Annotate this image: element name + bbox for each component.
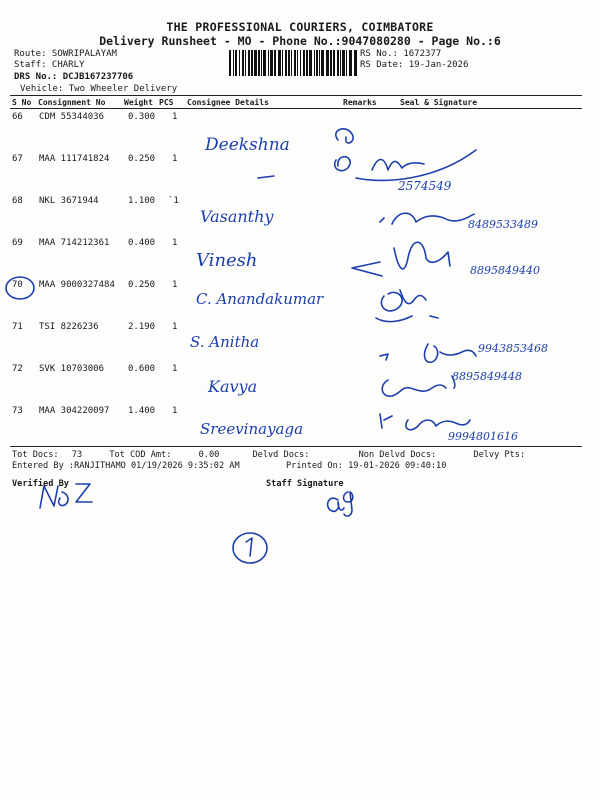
row-sno: 69 [12, 238, 23, 248]
consignee-signature [380, 344, 476, 362]
row-pcs: `1 [168, 196, 179, 206]
consignee-signature [335, 129, 476, 181]
delvy-pts-label: Delvy Pts: [473, 450, 526, 460]
col-consignment: Consignment No [38, 98, 106, 107]
row-weight: 0.250 [128, 280, 156, 290]
row-consignment: MAA 9000327484 [39, 280, 115, 290]
row-pcs: 1 [172, 112, 178, 122]
consignee-signature [380, 414, 470, 430]
row-sno: 68 [12, 196, 23, 206]
col-weight: Weight [124, 98, 153, 107]
row-weight: 0.300 [128, 112, 156, 122]
signature-phone-handwritten: 9994801616 [448, 430, 518, 443]
tot-docs-value: 73 [71, 450, 83, 460]
row-sno: 70 [12, 280, 23, 290]
staff-signature-label: Staff Signature [266, 479, 344, 489]
entered-by-line: Entered By :RANJITHAMO 01/19/2026 9:35:02 AM [12, 461, 240, 471]
row-weight: 0.600 [128, 364, 156, 374]
row-sno: 71 [12, 322, 23, 332]
consignee-name-handwritten: Vasanthy [200, 207, 274, 226]
runsheet-subtitle: Delivery Runsheet - MO - Phone No.:9047080280 - Page No.:6 [99, 34, 501, 48]
route-label: Route: SOWRIPALAYAM [14, 49, 117, 59]
row-consignment: MAA 111741824 [39, 154, 110, 164]
col-pcs: PCS [159, 98, 174, 107]
row-sno: 67 [12, 154, 23, 164]
drs-label: DRS No.: DCJB167237706 [14, 72, 134, 82]
row-weight: 1.100 [128, 196, 156, 206]
col-consignee: Consignee Details [187, 98, 269, 107]
digit-one-mark [246, 538, 252, 556]
tot-docs-label: Tot Docs: [12, 450, 59, 460]
row-weight: 2.190 [128, 322, 156, 332]
signature-phone-handwritten: 9943853468 [478, 342, 548, 355]
consignee-signature [382, 376, 455, 396]
row-weight: 1.400 [128, 406, 156, 416]
rs-no-label: RS No.: 1672377 [360, 49, 442, 59]
row-pcs: 1 [172, 280, 178, 290]
staff-signature-mark [328, 492, 353, 516]
row-sno: 73 [12, 406, 23, 416]
consignee-name-handwritten: C. Anandakumar [196, 290, 324, 308]
row-pcs: 1 [172, 406, 178, 416]
col-remarks: Remarks [343, 98, 377, 107]
vehicle-label: Vehicle: Two Wheeler Delivery [20, 84, 178, 94]
signature-phone-handwritten: 8489533489 [468, 218, 538, 231]
rs-date-label: RS Date: 19-Jan-2026 [360, 60, 469, 70]
printed-on-line: Printed On: 19-01-2026 09:40:10 [286, 461, 447, 471]
row-pcs: 1 [172, 364, 178, 374]
col-sno: S No [12, 98, 32, 107]
row-consignment: MAA 714212361 [39, 238, 110, 248]
row-weight: 0.400 [128, 238, 156, 248]
row-pcs: 1 [172, 238, 178, 248]
consignee-signature [352, 242, 450, 276]
consignee-name-handwritten: S. Anitha [190, 333, 260, 351]
tot-cod-value: 0.00 [198, 450, 220, 460]
tot-cod-label: Tot COD Amt: [109, 450, 172, 460]
consignee-name-handwritten: Kavya [208, 377, 258, 396]
non-delvd-docs-label: Non Delvd Docs: [358, 450, 437, 460]
row-sno: 72 [12, 364, 23, 374]
delvd-docs-label: Delvd Docs: [252, 450, 310, 460]
consignee-name-handwritten: Deekshna [205, 135, 290, 155]
row-consignment: NKL 3671944 [39, 196, 99, 206]
totals-line [12, 450, 525, 460]
row-sno: 66 [12, 112, 23, 122]
consignee-signature [376, 290, 438, 322]
row-pcs: 1 [172, 322, 178, 332]
row-circle-mark [6, 277, 34, 299]
circle-mark [233, 533, 267, 563]
signature-phone-handwritten: 2574549 [398, 179, 452, 193]
stroke-mark [258, 176, 274, 178]
consignee-signature [380, 213, 474, 224]
row-consignment: SVK 10703006 [39, 364, 105, 374]
signature-phone-handwritten: 8895849448 [452, 370, 522, 383]
signature-phone-handwritten: 8895849440 [470, 264, 540, 277]
staff-label: Staff: CHARLY [14, 60, 85, 70]
consignee-name-handwritten: Vinesh [196, 250, 258, 271]
row-pcs: 1 [172, 154, 178, 164]
row-consignment: TSI 8226236 [39, 322, 99, 332]
company-title: THE PROFESSIONAL COURIERS, COIMBATORE [166, 20, 434, 34]
verified-by-label: Verified By [12, 479, 69, 489]
row-consignment: CDM 55344036 [39, 112, 105, 122]
col-seal-signature: Seal & Signature [400, 98, 478, 107]
consignee-name-handwritten: Sreevinayaga [200, 420, 304, 438]
row-consignment: MAA 304220097 [39, 406, 110, 416]
row-weight: 0.250 [128, 154, 156, 164]
